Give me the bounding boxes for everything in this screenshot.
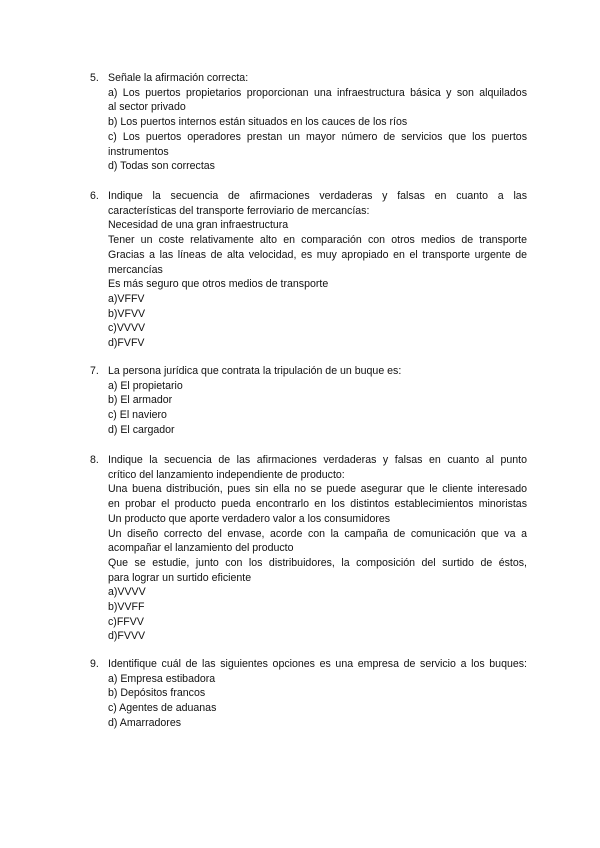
statement: Gracias a las líneas de alta velocidad, es muy apropiado en el transporte urgente de: [108, 248, 527, 261]
question-prompt: Indique la secuencia de las afirmaciones verdaderas y falsas en cuanto al punto: [108, 454, 527, 466]
question-prompt: Señale la afirmación correcta:: [108, 72, 249, 84]
question-body: [108, 657, 527, 731]
option-d: d) El cargador: [108, 423, 175, 436]
question-prompt: Identifique cuál de las siguientes opciones es una empresa de servicio a los buques:: [108, 658, 527, 670]
question-body: [108, 189, 527, 351]
question-body: [108, 71, 527, 174]
question-prompt: Indique la secuencia de afirmaciones verdaderas y falsas en cuanto a las: [108, 190, 527, 202]
question-number: 7.: [90, 365, 99, 377]
question-number: 5.: [90, 72, 99, 84]
option-c: c)VVVV: [108, 322, 146, 335]
option-a: a) Los puertos propietarios proporcionan una infraestructura básica y son alquilados: [108, 86, 527, 99]
option-c: c) Agentes de aduanas: [108, 702, 217, 715]
statement: Un producto que aporte verdadero valor a los consumidores: [108, 512, 391, 525]
statement-continued: en probar el producto pueda encontrarlo en los distintos establecimientos minoristas: [108, 498, 527, 511]
option-b: b)VFVV: [108, 307, 146, 320]
option-d: d) Todas son correctas: [108, 160, 215, 173]
option-a-continued: al sector privado: [108, 101, 186, 114]
question-number: 8.: [90, 454, 99, 466]
question-prompt-continued: características del transporte ferroviario de mercancías:: [108, 204, 370, 217]
option-c: c) El naviero: [108, 409, 167, 422]
statement: Una buena distribución, pues sin ella no se puede asegurar que le cliente interesado: [108, 483, 527, 496]
statement: Un diseño correcto del envase, acorde con la campaña de comunicación que va a: [108, 527, 527, 540]
question-prompt-continued: crítico del lanzamiento independiente de producto:: [108, 468, 345, 481]
option-d: d) Amarradores: [108, 716, 182, 729]
statement-continued: mercancías: [108, 263, 163, 276]
option-c: c) Los puertos operadores prestan un mayor número de servicios que los puertos: [108, 130, 527, 143]
option-b: b)VVFF: [108, 601, 145, 614]
question-number: 9.: [90, 658, 99, 670]
statement-continued: acompañar el lanzamiento del producto: [108, 542, 294, 555]
statement: Es más seguro que otros medios de transporte: [108, 278, 329, 291]
option-b: b) El armador: [108, 394, 173, 407]
option-a: a) El propietario: [108, 379, 183, 392]
option-a: a) Empresa estibadora: [108, 672, 216, 685]
question-number: 6.: [90, 190, 99, 202]
question-8: [90, 453, 527, 644]
option-b: b) Los puertos internos están situados en los cauces de los ríos: [108, 116, 408, 129]
question-body: [108, 453, 527, 644]
option-d: d)FVFV: [108, 337, 145, 350]
question-7: [90, 364, 527, 438]
question-6: [90, 189, 527, 351]
question-9: [90, 657, 527, 731]
option-b: b) Depósitos francos: [108, 687, 206, 700]
statement: Necesidad de una gran infraestructura: [108, 219, 289, 232]
question-prompt: La persona jurídica que contrata la tripulación de un buque es:: [108, 365, 402, 377]
option-a: a)VVVV: [108, 586, 146, 599]
option-d: d)FVVV: [108, 630, 146, 643]
option-a: a)VFFV: [108, 292, 145, 305]
question-body: [108, 364, 527, 438]
option-c: c)FFVV: [108, 615, 144, 628]
statement-continued: para lograr un surtido eficiente: [108, 571, 252, 584]
statement: Que se estudie, junto con los distribuidores, la composición del surtido de éstos,: [108, 556, 527, 569]
option-c-continued: instrumentos: [108, 145, 169, 158]
statement: Tener un coste relativamente alto en comparación con otros medios de transporte: [108, 234, 527, 247]
question-5: [90, 71, 527, 174]
